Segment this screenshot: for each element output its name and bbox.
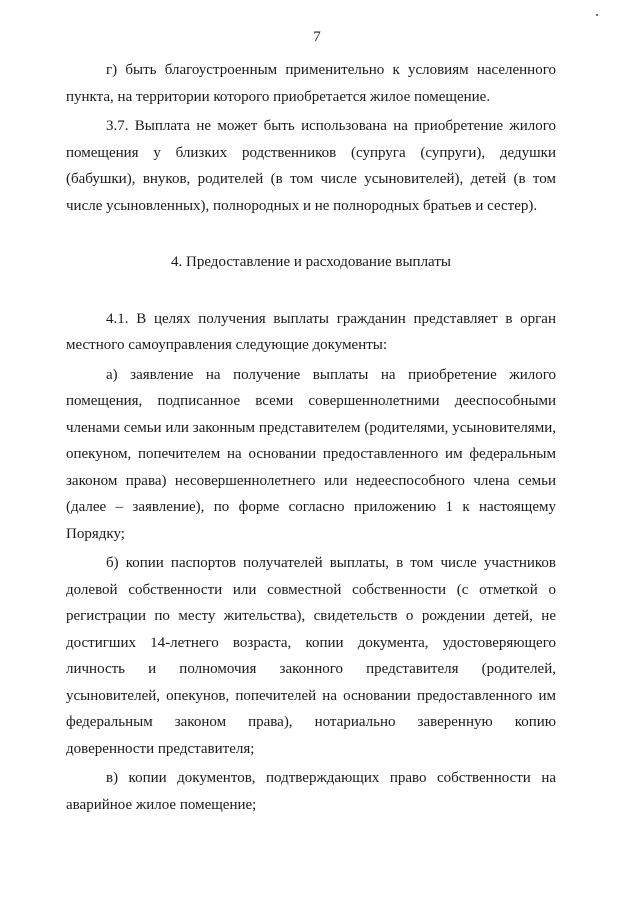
scan-speck — [596, 14, 598, 16]
paragraph-4-1-a: а) заявление на получение выплаты на приобретение жилого помещения, подписанное всеми совершеннолетними дееспособными членами семьи или законным представителем (родителями, усыновителями, опекуном, попечителем на основании предоставленного им федеральным законом права) несовершеннолетнего или недееспособного члена семьи (далее – заявление), по форме согласно приложению 1 к настоящему Порядку; — [66, 366, 556, 542]
section-heading: 4. Предоставление и расходование выплаты — [171, 254, 451, 270]
paragraph-4g: г) быть благоустроенным применительно к условиям населенного пункта, на территории которого приобретается жилое помещение. — [66, 62, 556, 105]
document-body — [66, 57, 556, 818]
page-number: 7 — [313, 29, 321, 45]
paragraph-4-1: 4.1. В целях получения выплаты гражданин представляет в орган местного самоуправления следующие документы: — [66, 310, 556, 353]
paragraph-3-7: 3.7. Выплата не может быть использована на приобретение жилого помещения у близких родственников (супруга (супруги), дедушки (бабушки), внуков, родителей (в том числе усыновителей), детей (в том числе усыновленных), полнородных и не полнородных братьев и сестер). — [66, 118, 556, 214]
paragraph-4-1-b: б) копии паспортов получателей выплаты, в том числе участников долевой собственности или совместной собственности (с отметкой о регистрации по месту жительства), свидетельств о рождении детей, не достигших 14-летнего возраста, копии документа, удостоверяющего личность и полномочия законного представителя (родителей, усыновителей, опекунов, попечителей на основании предоставленного им федеральным законом права), нотариально заверенную копию доверенности представителя; — [66, 555, 556, 757]
paragraph-4-1-v: в) копии документов, подтверждающих право собственности на аварийное жилое помещение; — [66, 770, 556, 813]
